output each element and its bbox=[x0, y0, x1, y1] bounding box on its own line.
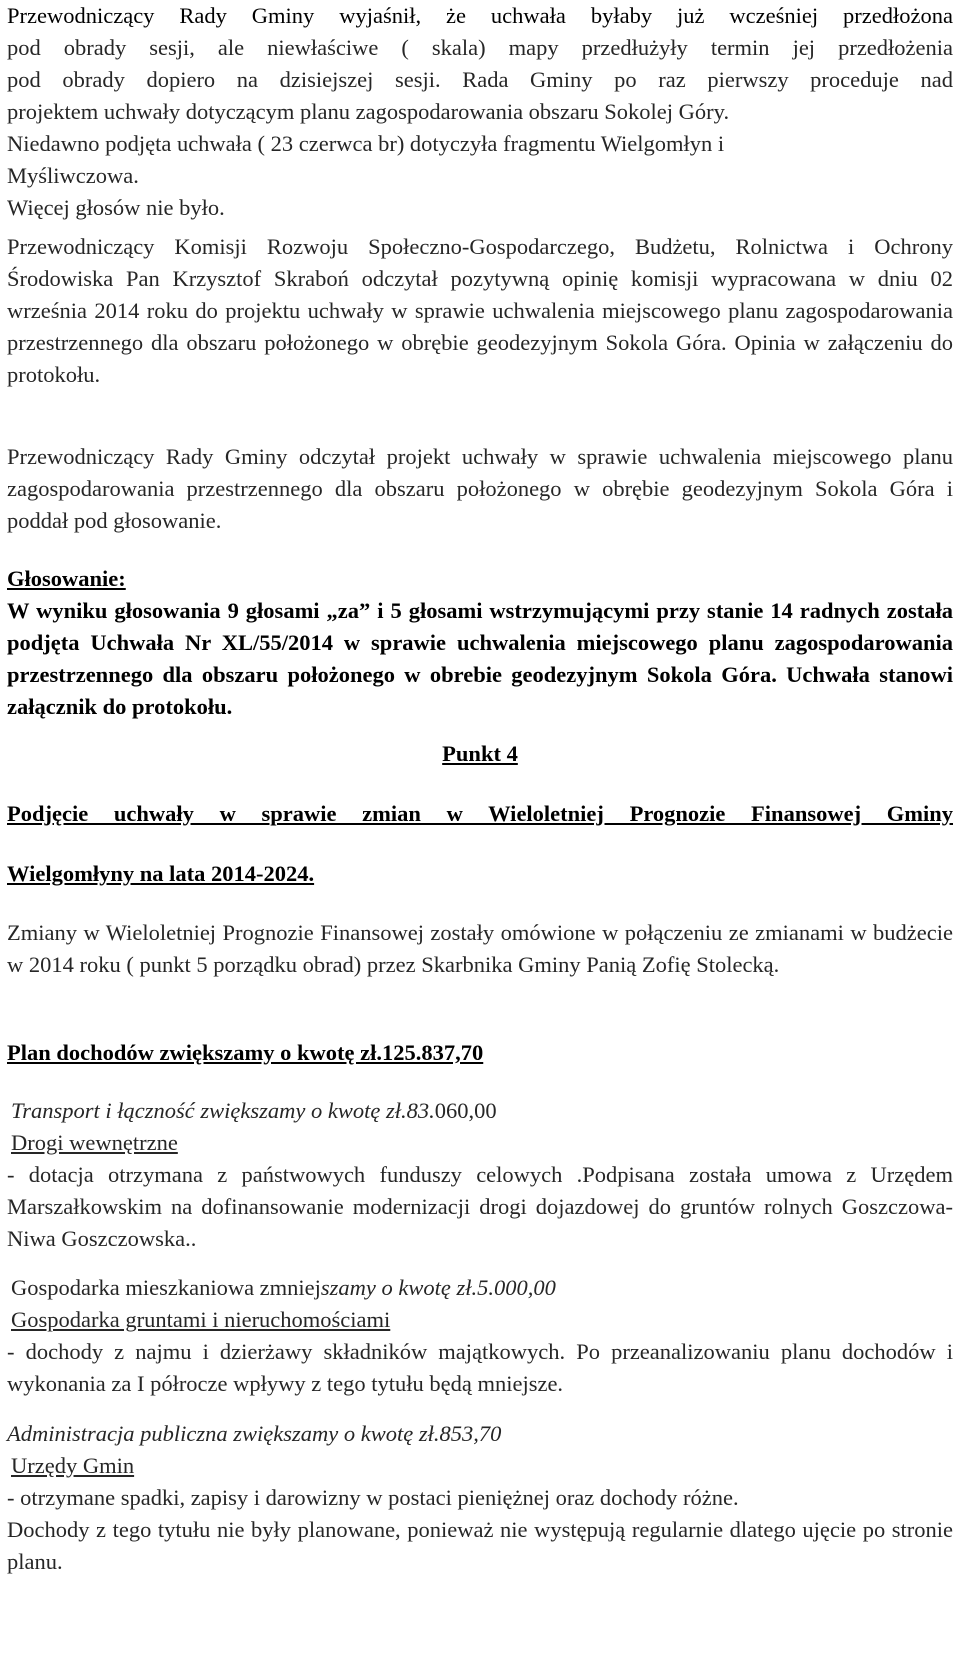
housing-description: - dochody z najmu i dzierżawy składników majątkowych. Po przeanalizowaniu planu dochodów i wykonania za I półrocze wpływy z tego tytułu będą mniejsze. bbox=[7, 1339, 953, 1396]
transport-line bbox=[7, 1095, 953, 1127]
admin-description: Dochody z tego tytułu nie były planowane, ponieważ nie występują regularnie dlatego ujęcie po stronie planu. bbox=[7, 1517, 953, 1574]
transport-amount: 060,00 bbox=[434, 1098, 497, 1123]
admin-description: - otrzymane spadki, zapisy i darowizny w postaci pieniężnej oraz dochody różne. bbox=[7, 1485, 739, 1510]
transport-section bbox=[7, 1095, 953, 1255]
admin-subheading bbox=[7, 1450, 953, 1482]
admin-line: Administracja publiczna zwiększamy o kwotę zł.853,70 bbox=[7, 1421, 502, 1446]
paragraph-wpf-changes: Zmiany w Wieloletniej Prognozie Finansowej zostały omówione w połączeniu ze zmianami w budżecie w 2014 roku ( punkt 5 porządku obrad) przez Skarbnika Gminy Panią Zofię Stolecką. bbox=[7, 920, 953, 977]
housing-amount: szamy o kwotę zł.5.000,00 bbox=[320, 1275, 556, 1300]
text-line: pod obrady sesji, ale niewłaściwe ( skala) mapy przedłużyły termin jej przedłożenia bbox=[7, 35, 953, 60]
subheading-text: Urzędy Gmin bbox=[11, 1453, 135, 1478]
housing-section bbox=[7, 1272, 953, 1400]
text-line: Przewodniczący Rady Gminy wyjaśnił, że uchwała byłaby już wcześniej przedłożona bbox=[7, 3, 953, 28]
transport-subheading bbox=[7, 1127, 953, 1159]
section-title: Punkt 4 bbox=[442, 741, 518, 766]
text-line: pod obrady dopiero na dzisiejszej sesji. Rada Gminy po raz pierwszy proceduje nad bbox=[7, 67, 953, 92]
subject-text: Wielgomłyny na lata 2014-2024. bbox=[7, 861, 315, 886]
section-subject-line: Podjęcie uchwały w sprawie zmian w Wieloletniej Prognozie Finansowej Gminy bbox=[7, 801, 953, 826]
voting-section bbox=[7, 563, 953, 723]
housing-line bbox=[7, 1272, 953, 1304]
section-subject-line bbox=[7, 858, 953, 890]
housing-subheading bbox=[7, 1304, 953, 1336]
housing-label: Gospodarka mieszkaniowa zmniej bbox=[11, 1275, 321, 1300]
transport-description: - dotacja otrzymana z państwowych funduszy celowych .Podpisana została umowa z Urzędem Marszałkowskim na dofinansowanie modernizacji drogi dojazdowej do gruntów rolnych Goszczowa-Niwa Goszczowska.. bbox=[7, 1162, 953, 1251]
paragraph-committee-opinion: Przewodniczący Komisji Rozwoju Społeczno-Gospodarczego, Budżetu, Rolnictwa i Ochrony Środowiska Pan Krzysztof Skraboń odczytał pozytywną opinię komisji wypracowana w dniu 02 września 2014 roku do projektu uchwały w sprawie uchwalenia miejscowego planu zagospodarowania przestrzennego dla obszaru położonego w obrębie geodezyjnym Sokola Góra. Opinia w załączeniu do protokołu. bbox=[7, 234, 953, 387]
text-line: projektem uchwały dotyczącym planu zagospodarowania obszaru Sokolej Góry. bbox=[7, 99, 730, 124]
text-line: Myśliwczowa. bbox=[7, 163, 139, 188]
subheading-text: Gospodarka gruntami i nieruchomościami bbox=[11, 1307, 391, 1332]
voting-result: W wyniku głosowania 9 głosami „za” i 5 głosami wstrzymującymi przy stanie 14 radnych została podjęta Uchwała Nr XL/55/2014 w sprawie uchwalenia miejscowego planu zagospodarowania przestrzennego dla obszaru położonego w obrebie geodezyjnym Sokola Góra. Uchwała stanowi załącznik do protokołu. bbox=[7, 598, 953, 719]
paragraph-chairman-explanation bbox=[7, 0, 953, 224]
transport-label: Transport i łączność zwiększamy o kwotę zł.83. bbox=[11, 1098, 435, 1123]
admin-section bbox=[7, 1418, 953, 1578]
voting-heading: Głosowanie: bbox=[7, 566, 126, 591]
paragraph-draft-reading: Przewodniczący Rady Gminy odczytał projekt uchwały w sprawie uchwalenia miejscowego planu zagospodarowania przestrzennego dla obszaru położonego w obrębie geodezyjnym Sokola Góra i poddał pod głosowanie. bbox=[7, 444, 953, 533]
subheading-text: Drogi wewnętrzne bbox=[11, 1130, 178, 1155]
text-line: Niedawno podjęta uchwała ( 23 czerwca br) dotyczyła fragmentu Wielgomłyn i bbox=[7, 131, 725, 156]
text-line: Więcej głosów nie było. bbox=[7, 195, 225, 220]
income-plan-heading bbox=[7, 1037, 953, 1069]
income-plan-text: Plan dochodów zwiększamy o kwotę zł.125.837,70 bbox=[7, 1040, 484, 1065]
